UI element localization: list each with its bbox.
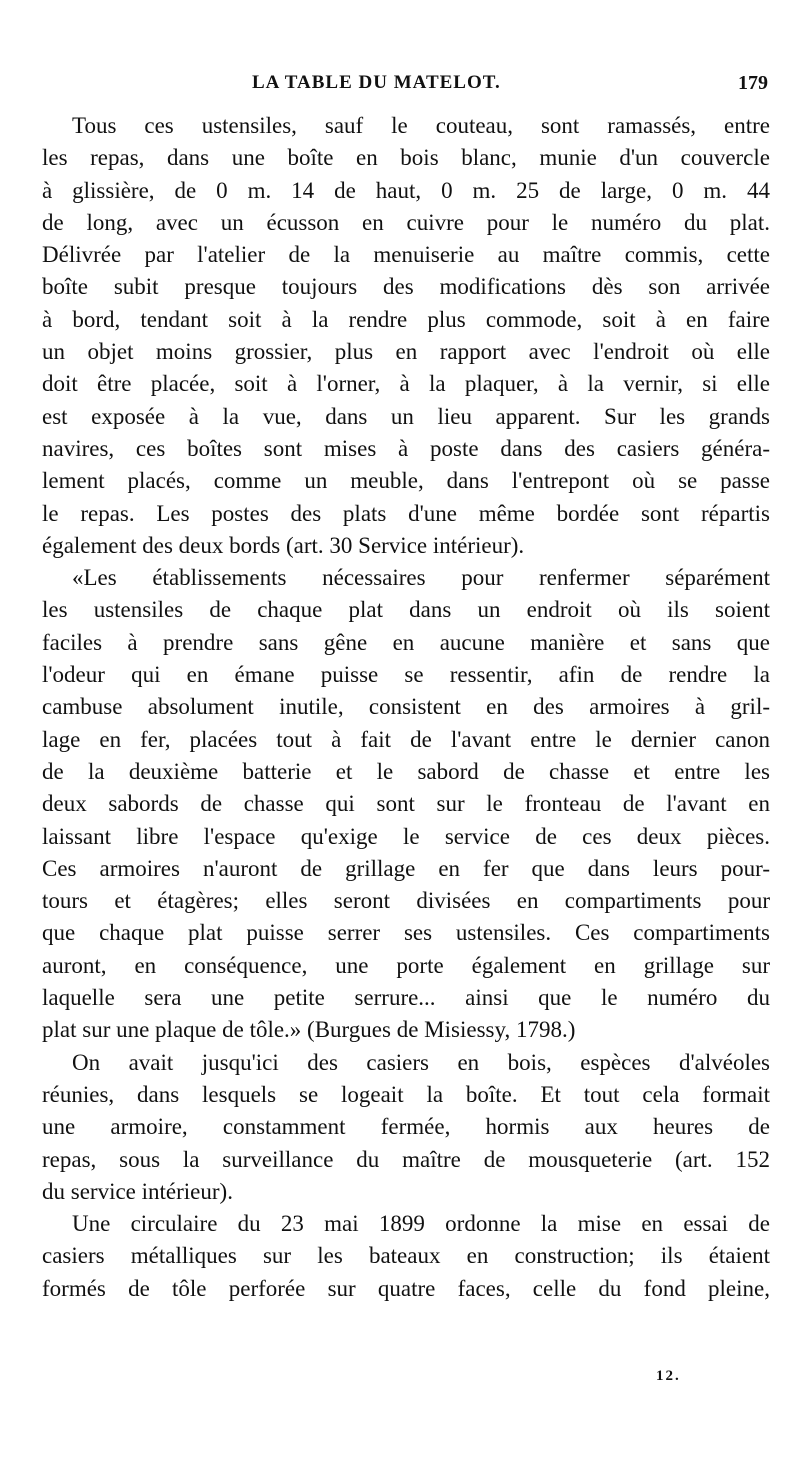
page-header bbox=[60, 72, 770, 106]
text-line: deux sabords de chasse qui sont sur le fronteau de l'avant en bbox=[42, 791, 770, 817]
text-line: laquelle sera une petite serrure... ainsi que le numéro du bbox=[42, 985, 770, 1011]
text-line: de long, avec un écusson en cuivre pour le numéro du plat. bbox=[42, 209, 770, 235]
text-line: lement placés, comme un meuble, dans l'entrepont où se passe bbox=[42, 468, 770, 494]
text-line: plat sur une plaque de tôle.» (Burgues de Misiessy, 1798.) bbox=[42, 1017, 576, 1043]
text-line: du service intérieur). bbox=[42, 1178, 233, 1204]
text-line: cambuse absolument inutile, consistent en des armoires à gril- bbox=[42, 694, 770, 720]
text-line: les ustensiles de chaque plat dans un endroit où ils soient bbox=[42, 597, 770, 623]
text-line: Délivrée par l'atelier de la menuiserie au maître commis, cette bbox=[42, 242, 770, 268]
text-line: doit être placée, soit à l'orner, à la plaquer, à la vernir, si elle bbox=[42, 371, 770, 397]
text-line: l'odeur qui en émane puisse se ressentir, afin de rendre la bbox=[42, 662, 770, 688]
page-number: 179 bbox=[738, 72, 768, 94]
text-line: une armoire, constamment fermée, hormis aux heures de bbox=[42, 1114, 770, 1140]
body-text bbox=[42, 110, 770, 1305]
text-line: le repas. Les postes des plats d'une même bordée sont répartis bbox=[42, 500, 770, 526]
text-line: On avait jusqu'ici des casiers en bois, espèces d'alvéoles bbox=[72, 1049, 770, 1075]
text-line: auront, en conséquence, une porte également en grillage sur bbox=[42, 952, 770, 978]
text-line: Ces armoires n'auront de grillage en fer que dans leurs pour- bbox=[42, 855, 770, 881]
text-line: Une circulaire du 23 mai 1899 ordonne la mise en essai de bbox=[72, 1211, 770, 1237]
text-line: «Les établissements nécessaires pour renfermer séparément bbox=[72, 565, 770, 591]
signature-mark: 12. bbox=[656, 1368, 681, 1384]
text-line: les repas, dans une boîte en bois blanc, munie d'un couvercle bbox=[42, 145, 770, 171]
text-line: est exposée à la vue, dans un lieu apparent. Sur les grands bbox=[42, 403, 770, 429]
text-line: également des deux bords (art. 30 Service intérieur). bbox=[42, 532, 525, 558]
text-line: formés de tôle perforée sur quatre faces, celle du fond pleine, bbox=[42, 1275, 770, 1301]
text-line: laissant libre l'espace qu'exige le service de ces deux pièces. bbox=[42, 823, 770, 849]
text-line: réunies, dans lesquels se logeait la boîte. Et tout cela formait bbox=[42, 1081, 770, 1107]
text-line: un objet moins grossier, plus en rapport avec l'endroit où elle bbox=[42, 339, 770, 365]
text-line: à bord, tendant soit à la rendre plus commode, soit à en faire bbox=[42, 306, 770, 332]
text-line: boîte subit presque toujours des modifications dès son arrivée bbox=[42, 274, 770, 300]
text-line: faciles à prendre sans gêne en aucune manière et sans que bbox=[42, 629, 770, 655]
running-title: LA TABLE DU MATELOT. bbox=[252, 72, 501, 93]
text-line: Tous ces ustensiles, sauf le couteau, sont ramassés, entre bbox=[72, 113, 770, 138]
text-line: repas, sous la surveillance du maître de mousqueterie (art. 152 bbox=[42, 1146, 770, 1172]
text-line: à glissière, de 0 m. 14 de haut, 0 m. 25 de large, 0 m. 44 bbox=[42, 177, 770, 203]
text-line: que chaque plat puisse serrer ses ustensiles. Ces compartiments bbox=[42, 920, 770, 946]
text-line: de la deuxième batterie et le sabord de chasse et entre les bbox=[42, 758, 770, 784]
text-line: navires, ces boîtes sont mises à poste dans des casiers généra- bbox=[42, 435, 770, 461]
text-line: tours et étagères; elles seront divisées en compartiments pour bbox=[42, 888, 770, 914]
text-line: lage en fer, placées tout à fait de l'avant entre le dernier canon bbox=[42, 726, 770, 752]
text-line: casiers métalliques sur les bateaux en construction; ils étaient bbox=[42, 1243, 770, 1269]
